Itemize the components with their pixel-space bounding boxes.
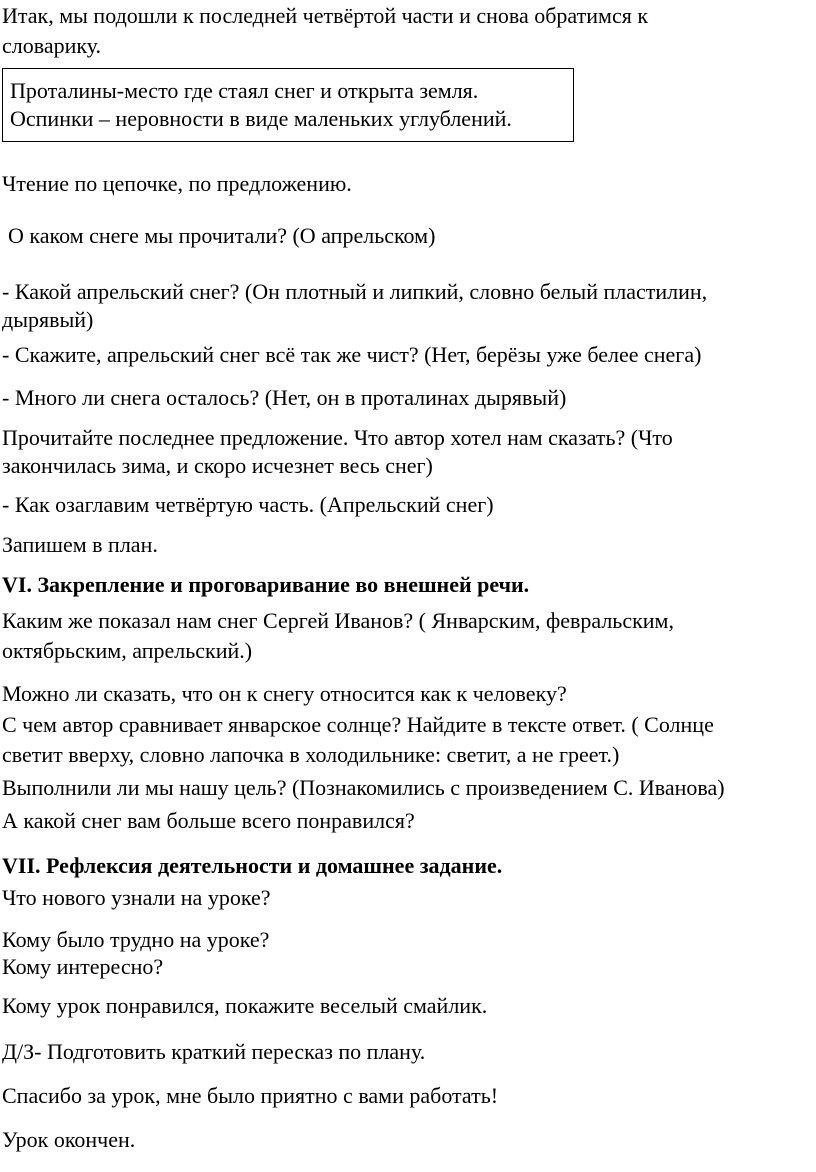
paragraph-smiley: Кому урок понравился, покажите веселый смайлик. [2,993,488,1018]
intro-line-2: словарику. [2,33,102,58]
paragraph-april-snow-2: дырявый) [2,307,94,332]
paragraph-thanks: Спасибо за урок, мне было приятно с вами работать! [2,1083,499,1108]
section-heading-vii: VII. Рефлексия деятельности и домашнее задание. [2,853,503,878]
vocab-entry-protaliny: Проталины-место где стаял снег и открыта земля. [10,78,479,103]
paragraph-clean-snow: - Скажите, апрельский снег всё так же чист? (Нет, берёзы уже белее снега) [2,342,702,367]
paragraph-ivanov-2: октябрьским, апрельский.) [2,638,253,663]
section-heading-vi: VI. Закрепление и проговаривание во внешней речи. [2,572,530,597]
paragraph-homework: Д/З- Подготовить краткий пересказ по плану. [2,1039,426,1064]
paragraph-reading: Чтение по цепочке, по предложению. [2,171,352,196]
paragraph-april-snow-1: - Какой апрельский снег? (Он плотный и липкий, словно белый пластилин, [2,279,708,304]
paragraph-difficult: Кому было трудно на уроке? [2,927,270,952]
paragraph-interesting: Кому интересно? [2,954,164,979]
paragraph-discussion-5: А какой снег вам больше всего понравился? [2,808,415,833]
vocab-entry-ospinki: Оспинки – неровности в виде маленьких углублений. [10,106,512,131]
paragraph-last-sentence-1: Прочитайте последнее предложение. Что автор хотел нам сказать? (Что [2,425,673,450]
vocabulary-box [2,68,574,142]
paragraph-snow-left: - Много ли снега осталось? (Нет, он в проталинах дырявый) [2,385,567,410]
paragraph-last-sentence-2: закончилась зима, и скоро исчезнет весь снег) [2,453,433,478]
intro-line-1: Итак, мы подошли к последней четвёртой части и снова обратимся к [2,3,649,28]
paragraph-discussion-1: Можно ли сказать, что он к снегу относится как к человеку? [2,681,567,706]
paragraph-write-plan: Запишем в план. [2,532,158,557]
paragraph-ivanov-1: Каким же показал нам снег Сергей Иванов? ( Январским, февральским, [2,608,674,633]
paragraph-lesson-over: Урок окончен. [2,1127,136,1152]
paragraph-discussion-2: С чем автор сравнивает январское солнце? Найдите в тексте ответ. ( Солнце [2,712,714,737]
paragraph-discussion-3: светит вверху, словно лапочка в холодильнике: светит, а не греет.) [2,742,620,767]
paragraph-discussion-4: Выполнили ли мы нашу цель? (Познакомились с произведением С. Иванова) [2,775,725,800]
paragraph-what-new: Что нового узнали на уроке? [2,885,271,910]
paragraph-question-snow: О каком снеге мы прочитали? (О апрельском) [8,223,436,248]
paragraph-title-part: - Как озаглавим четвёртую часть. (Апрельский снег) [2,492,494,517]
